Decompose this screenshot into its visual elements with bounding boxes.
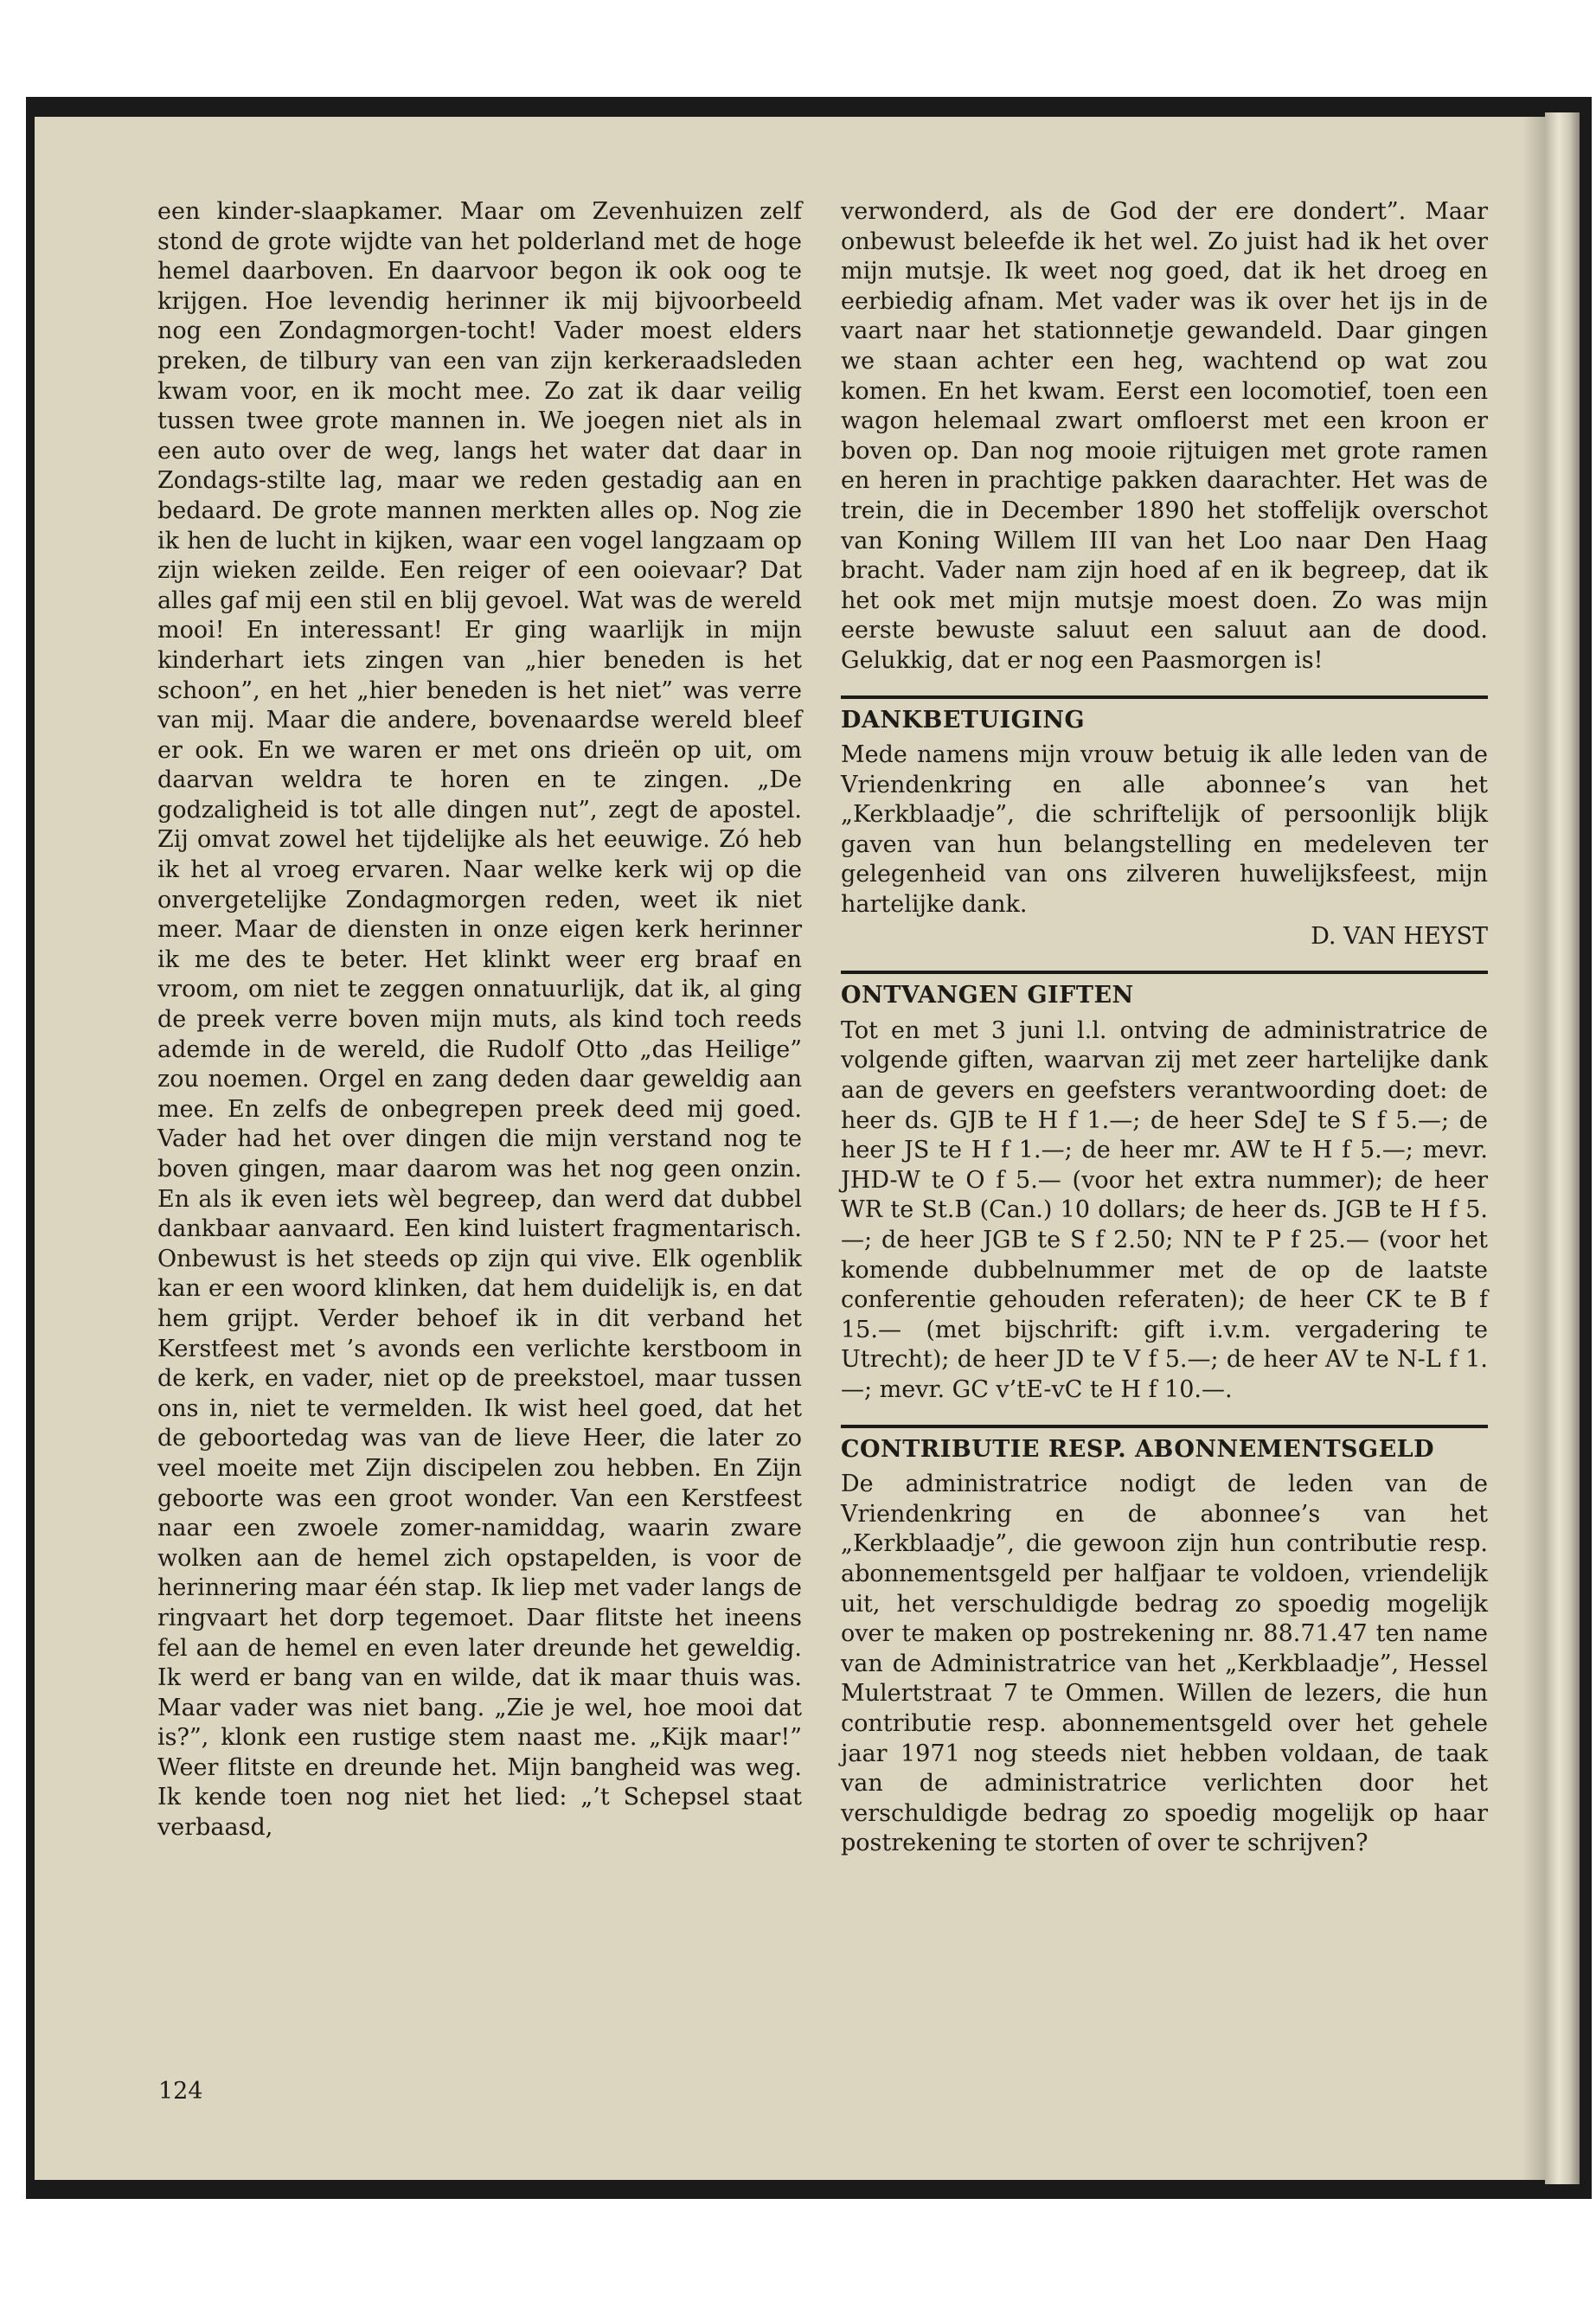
page-edge [1545,112,1580,2184]
page-shadow [1522,117,1547,2180]
contributie-heading: CONTRIBUTIE RESP. ABONNEMENTSGELD [841,1435,1435,1463]
giften-text: Tot en met 3 juni l.l. ontving de administratrice de volgende giften, waarvan zij met zeer hartelijke dank aan de gevers en geefsters verantwoording doet: de heer ds. GJB te H f 1.—; de heer SdeJ te S f 5.—; de heer JS te H f 1.—; de heer mr. AW te H f 5.—; mevr. JHD-W te O f 5.— (voor het extra nummer); de heer WR te St.B (Can.) 10 dollars; de heer ds. JGB te H f 5.—; de heer JGB te S f 2.50; NN te P f 25.— (voor het komende dubbelnummer met de op de laatste conferentie gehouden referaten); de heer CK te B f 15.— (met bijschrift: gift i.v.m. vergadering te Utrecht); de heer JD te V f 5.—; de heer AV te N-L f 1.—; mevr. GC v’tE-vC te H f 10.—. [841,1016,1488,1403]
article-continuation: verwonderd, als de God der ere dondert”. Maar onbewust beleefde ik het wel. Zo juist had ik het over mijn mutsje. Ik weet nog goed, dat ik het droeg en eerbiedig afnam. Met vader was ik over het ijs in de vaart naar het stationnetje gewandeld. Daar gingen we staan achter een heg, wachtend op wat zou komen. En het kwam. Eerst een locomotief, toen een wagon helemaal zwart omfloerst met een kroon er boven op. Dan nog mooie rijtuigen met grote ramen en heren in prachtige pakken daarachter. Het was de trein, die in December 1890 het stoffelijk overschot van Koning Willem III van het Loo naar Den Haag bracht. Vader nam zijn hoed af en ik begreep, dat ik het ook met mijn mutsje moest doen. Zo was mijn eerste bewuste saluut een saluut aan de dood. Gelukkig, dat er nog een Paasmorgen is! [841,198,1488,674]
section-divider [841,695,1488,699]
right-column [841,197,1488,1859]
left-column [157,197,802,1843]
page-number: 124 [158,2078,203,2105]
dankbetuiging-heading: DANKBETUIGING [841,706,1086,734]
dankbetuiging-text: Mede namens mijn vrouw betuig ik alle leden van de Vriendenkring en alle abonnee’s van het „Kerkblaadje”, die schriftelijk of persoonlijk blijk gaven van hun belangstelling en medeleven ter gelegenheid van ons zilveren huwelijksfeest, mijn hartelijke dank. [841,741,1488,919]
left-column-text: een kinder-slaapkamer. Maar om Zevenhuizen zelf stond de grote wijdte van het polderland met de hoge hemel daarboven. En daarvoor begon ik ook oog te krijgen. Hoe levendig herinner ik mij bijvoorbeeld nog een Zondagmorgen-tocht! Vader moest elders preken, de tilbury van een van zijn kerkeraadsleden kwam voor, en ik mocht mee. Zo zat ik daar veilig tussen twee grote mannen in. We joegen niet als in een auto over de weg, langs het water dat daar in Zondags-stilte lag, maar we reden gestadig aan en bedaard. De grote mannen merkten alles op. Nog zie ik hen de lucht in kijken, waar een vogel langzaam op zijn wieken zeilde. Een reiger of een ooievaar? Dat alles gaf mij een stil en blij gevoel. Wat was de wereld mooi! En interessant! Er ging waarlijk in mijn kinderhart iets zingen van „hier beneden is het schoon”, en het „hier beneden is het niet” was verre van mij. Maar die andere, bovenaardse wereld bleef er ook. En we waren er met ons drieën op uit, om daarvan weldra te horen en te zingen. „De godzaligheid is tot alle dingen nut”, zegt de apostel. Zij omvat zowel het tijdelijke als het eeuwige. Zó heb ik het al vroeg ervaren. Naar welke kerk wij op die onvergetelijke Zondagmorgen reden, weet ik niet meer. Maar de diensten in onze eigen kerk herinner ik me des te beter. Het klinkt weer erg braaf en vroom, om niet te zeggen onnatuurlijk, dat ik, al ging de preek verre boven mijn muts, als kind toch reeds ademde in de wereld, die Rudolf Otto „das Heilige” zou noemen. Orgel en zang deden daar geweldig aan mee. En zelfs de onbegrepen preek deed mij goed. Vader had het over dingen die mijn verstand nog te boven gingen, maar daarom was het nog geen onzin. En als ik even iets wèl begreep, dan werd dat dubbel dankbaar aanvaard. Een kind luistert fragmentarisch. Onbewust is het steeds op zijn qui vive. Elk ogenblik kan er een woord klinken, dat hem duidelijk is, en dat hem grijpt. Verder behoef ik in dit verband het Kerstfeest met ’s avonds een verlichte kerstboom in de kerk, en vader, niet op de preekstoel, maar tussen ons in, niet te vermelden. Ik wist heel goed, dat het de geboortedag was van de lieve Heer, die later zo veel moeite met Zijn discipelen zou hebben. En Zijn geboorte was een groot wonder. Van een Kerstfeest naar een zwoele zomer-namiddag, waarin zware wolken aan de hemel zich opstapelden, is voor de herinnering maar één stap. Ik liep met vader langs de ringvaart het dorp tegemoet. Daar flitste het ineens fel aan de hemel en even later dreunde het geweldig. Ik werd er bang van en wilde, dat ik maar thuis was. Maar vader was niet bang. „Zie je wel, hoe mooi dat is?”, klonk een rustige stem naast me. „Kijk maar!” Weer flitste en dreunde het. Mijn bangheid was weg. Ik kende toen nog niet het lied: „’t Schepsel staat verbaasd, [157,198,802,1842]
section-divider [841,971,1488,974]
giften-heading: ONTVANGEN GIFTEN [841,982,1134,1009]
dankbetuiging-signature: D. VAN HEYST [1311,922,1488,950]
section-divider [841,1425,1488,1428]
contributie-text: De administratrice nodigt de leden van de Vriendenkring en de abonnee’s van het „Kerkblaadje”, die gewoon zijn hun contributie resp. abonnementsgeld per halfjaar te voldoen, vriendelijk uit, het verschuldigde bedrag zo spoedig mogelijk over te maken op postrekening nr. 88.71.47 ten name van de Administratrice van het „Kerkblaadje”, Hessel Mulertstraat 7 te Ommen. Willen de lezers, die hun contributie resp. abonnementsgeld over het gehele jaar 1971 nog steeds niet hebben voldaan, de taak van de administratrice verlichten door het verschuldigde bedrag zo spoedig mogelijk op haar postrekening te storten of over te schrijven? [841,1471,1488,1857]
